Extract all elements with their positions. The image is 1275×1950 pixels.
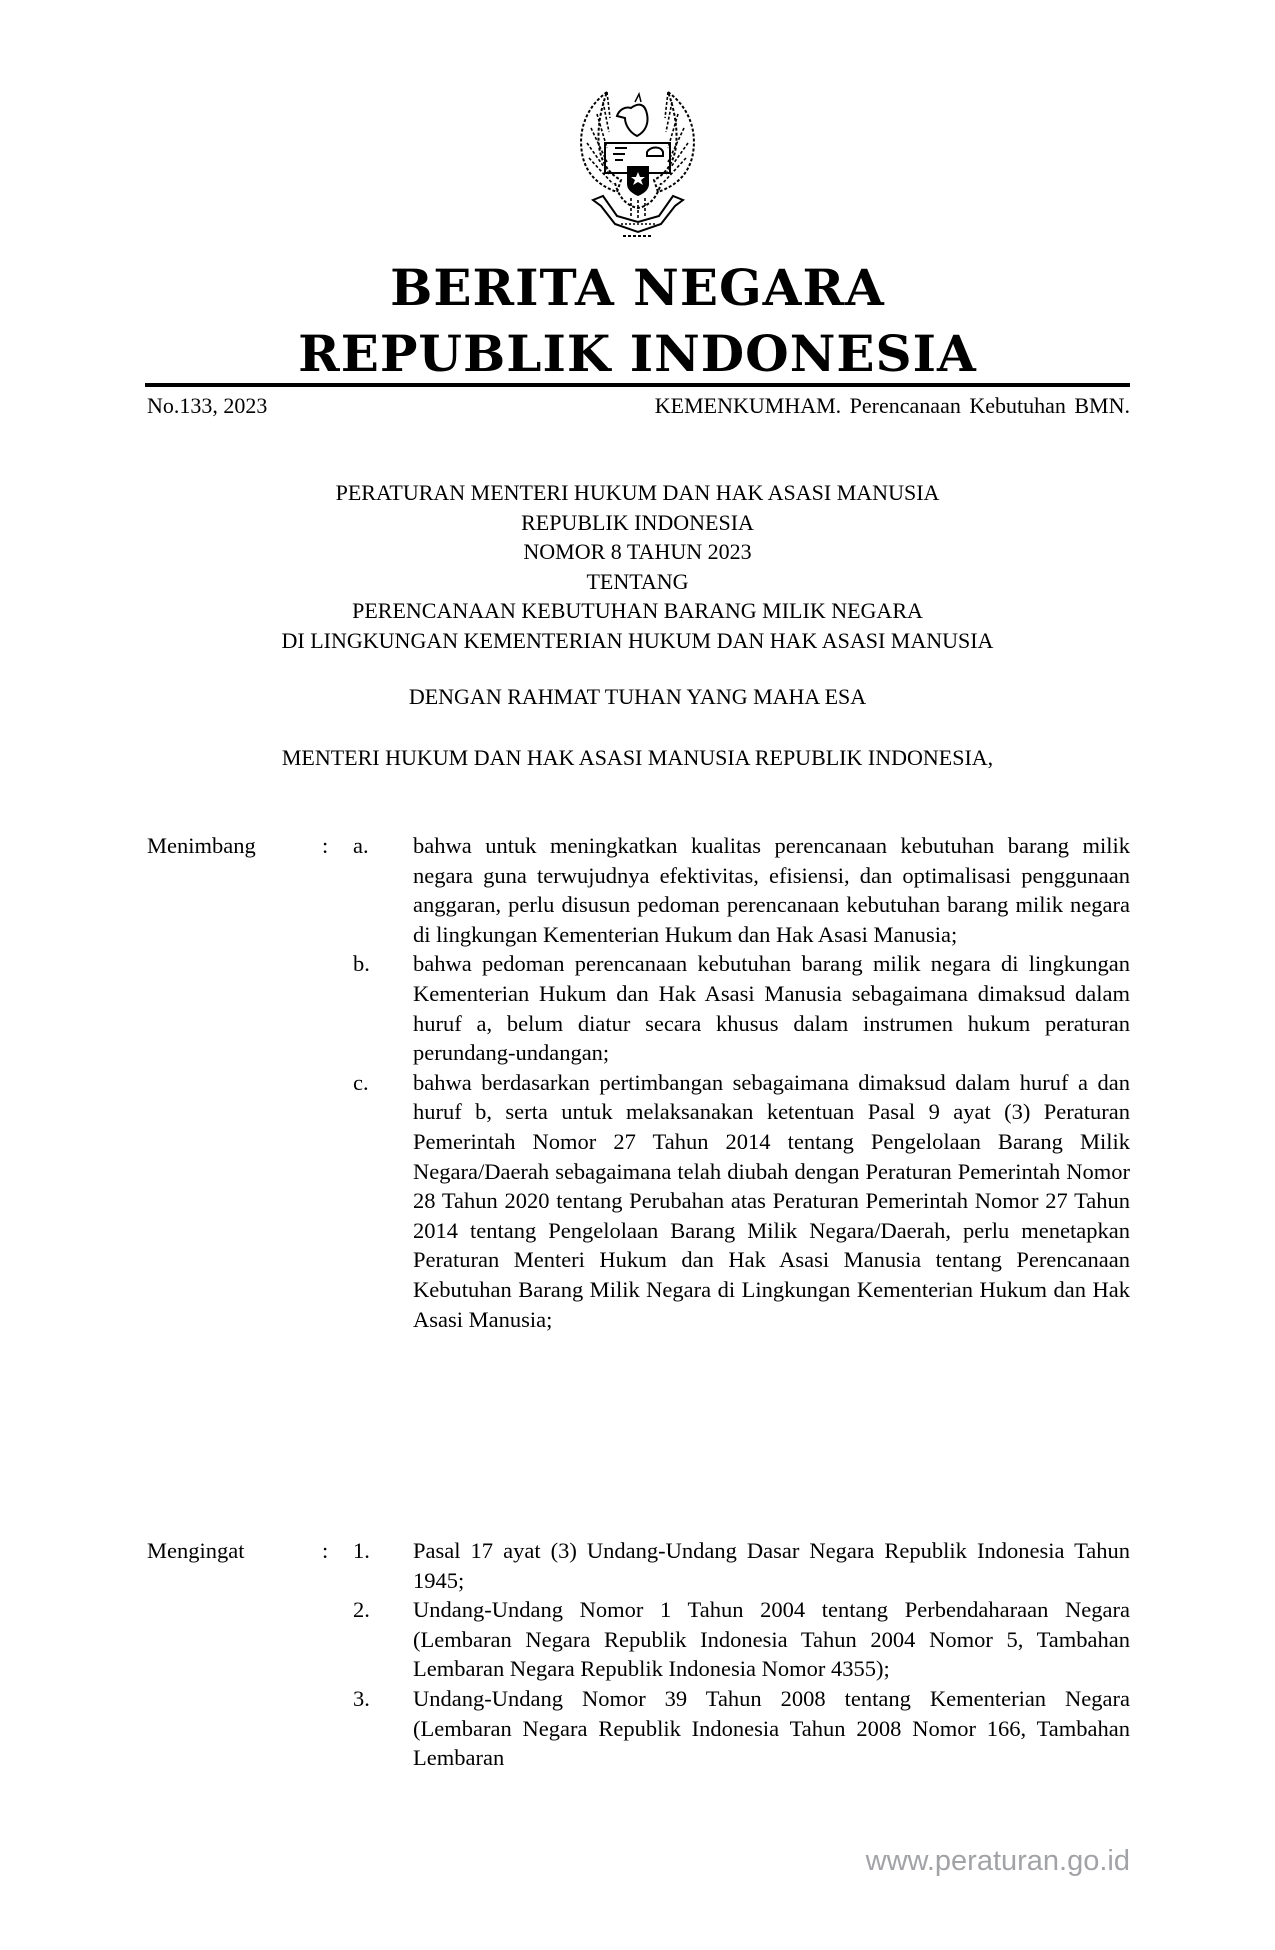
menimbang-label: Menimbang (147, 833, 256, 858)
title-line: DI LINGKUNGAN KEMENTERIAN HUKUM DAN HAK ASASI MANUSIA (281, 627, 994, 653)
section-colon: : (322, 833, 329, 858)
title-line: REPUBLIK INDONESIA (521, 509, 754, 535)
item-text: Pasal 17 ayat (3) Undang-Undang Dasar Negara Republik Indonesia Tahun 1945; (413, 1538, 1130, 1593)
regulation-title (145, 478, 1130, 656)
issuer-line: MENTERI HUKUM DAN HAK ASASI MANUSIA REPUBLIK INDONESIA, (281, 745, 994, 770)
masthead-divider (145, 383, 1130, 387)
item-marker: a. (353, 833, 369, 858)
item-marker: 1. (353, 1538, 370, 1563)
masthead-title-line-2: REPUBLIK INDONESIA (298, 324, 977, 383)
legal-basis-item (147, 1536, 1130, 1595)
item-text: bahwa pedoman perencanaan kebutuhan barang milik negara di lingkungan Kementerian Hukum dan Hak Asasi Manusia sebagaimana dimaksud dalam huruf a, belum diatur secara khusus dalam instrumen hukum peraturan perundang-undangan; (413, 951, 1130, 1066)
item-text: Undang-Undang Nomor 39 Tahun 2008 tentang Kementerian Negara (Lembaran Negara Republik Indonesia Tahun 2008 Nomor 166, Tambahan Lembaran (413, 1685, 1130, 1771)
gazette-number: No.133, 2023 (147, 393, 268, 418)
item-text: bahwa untuk meningkatkan kualitas perencanaan kebutuhan barang milik negara guna terwujudnya efektivitas, efisiensi, dan optimalisasi penggunaan anggaran, perlu disusun pedoman perencanaan kebutuhan barang milik negara di lingkungan Kementerian Hukum dan Hak Asasi Manusia; (413, 833, 1130, 947)
title-line: PERENCANAAN KEBUTUHAN BARANG MILIK NEGARA (352, 598, 923, 624)
item-marker: c. (353, 1069, 369, 1095)
consideration-item (147, 831, 1130, 949)
gazette-subject: KEMENKUMHAM. Perencanaan Kebutuhan BMN. (654, 393, 1130, 418)
title-line: TENTANG (586, 568, 689, 594)
gazette-header-row (145, 392, 1130, 420)
title-line: PERATURAN MENTERI HUKUM DAN HAK ASASI MANUSIA (335, 480, 940, 505)
title-line: NOMOR 8 TAHUN 2023 (523, 539, 752, 565)
masthead-title-line-1: BERITA NEGARA (390, 258, 885, 317)
legal-basis-item (147, 1595, 1130, 1684)
item-text: Undang-Undang Nomor 1 Tahun 2004 tentang Perbendaharaan Negara (Lembaran Negara Republik Indonesia Tahun 2004 Nomor 5, Tambahan Lembaran Negara Republik Indonesia Nomor 4355); (413, 1597, 1130, 1682)
mengingat-label: Mengingat (147, 1538, 245, 1563)
item-marker: 2. (353, 1597, 370, 1623)
item-marker: 3. (353, 1685, 370, 1711)
invocation: DENGAN RAHMAT TUHAN YANG MAHA ESA (408, 684, 867, 709)
item-text: bahwa berdasarkan pertimbangan sebagaimana dimaksud dalam huruf a dan huruf b, serta untuk melaksanakan ketentuan Pasal 9 ayat (3) Peraturan Pemerintah Nomor 27 Tahun 2014 tentang Pengelolaan Barang Milik Negara/Daerah sebagaimana telah diubah dengan Peraturan Pemerintah Nomor 28 Tahun 2020 tentang Perubahan atas Peraturan Pemerintah Nomor 27 Tahun 2014 tentang Pengelolaan Barang Milik Negara/Daerah, perlu menetapkan Peraturan Menteri Hukum dan Hak Asasi Manusia tentang Perencanaan Kebutuhan Barang Milik Negara di Lingkungan Kementerian Hukum dan Hak Asasi Manusia; (413, 1069, 1130, 1332)
legal-basis-item (147, 1684, 1130, 1773)
source-watermark: www.peraturan.go.id (865, 1845, 1130, 1877)
consideration-item (147, 1068, 1130, 1334)
item-marker: b. (353, 951, 370, 977)
consideration-item (147, 949, 1130, 1067)
section-colon: : (322, 1538, 329, 1563)
garuda-pancasila-emblem-icon (555, 88, 720, 243)
